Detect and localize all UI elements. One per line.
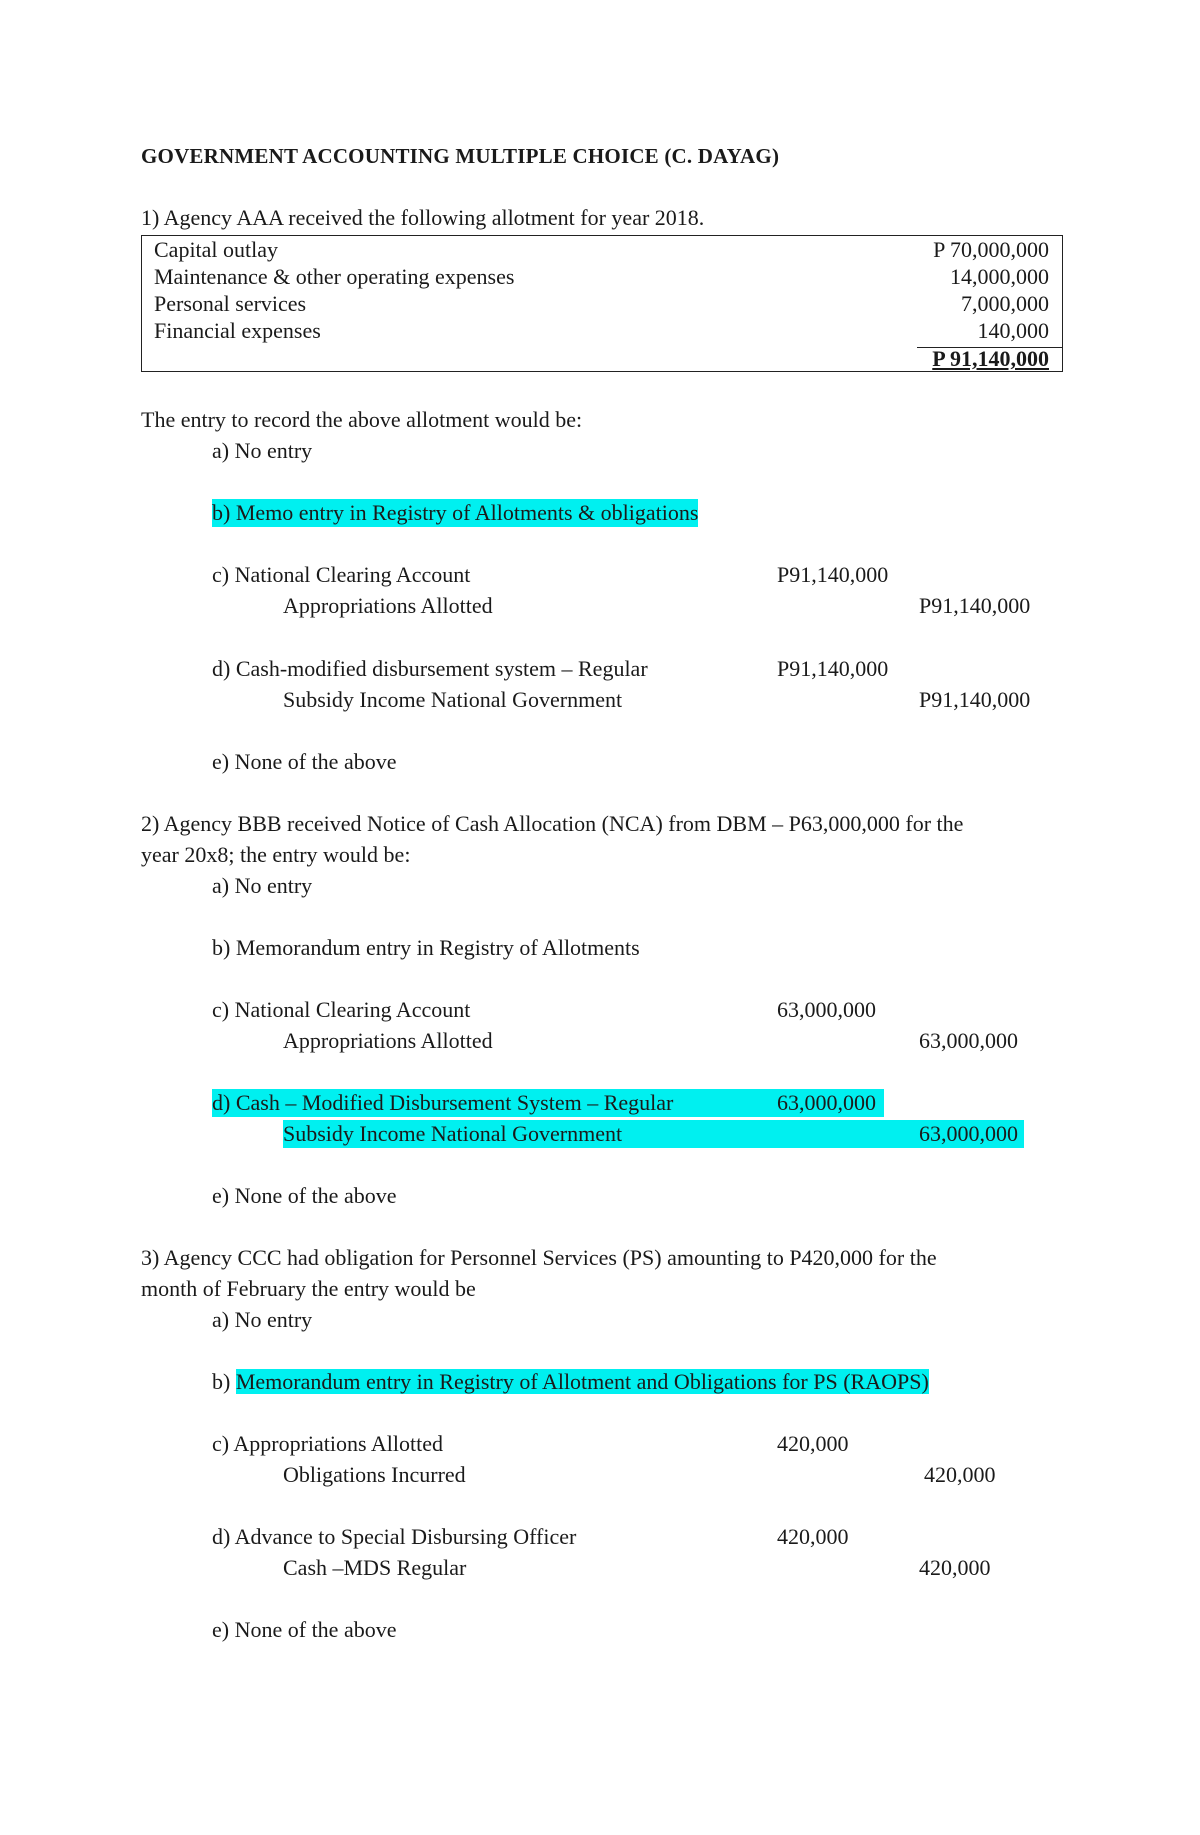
q1-option-b-answer: b) Memo entry in Registry of Allotments & obligations (212, 500, 699, 525)
q1-option-c-credit: Appropriations Allotted (283, 593, 493, 618)
q2-option-c-credit-amount: 63,000,000 (919, 1028, 1018, 1053)
q2-option-d-debit-label: d) Cash – Modified Disbursement System – Regular (212, 1090, 674, 1115)
table-row (142, 317, 1062, 344)
q3-option-c-credit: Obligations Incurred (283, 1462, 466, 1487)
q2-option-d-credit-answer (283, 1120, 1024, 1148)
table-row (142, 236, 1062, 263)
q3-option-b-answer: Memorandum entry in Registry of Allotment and Obligations for PS (RAOPS) (235, 1369, 929, 1394)
q2-option-d-debit-amount: 63,000,000 (777, 1090, 876, 1115)
q3-option-c-debit: c) Appropriations Allotted (212, 1431, 443, 1456)
q2-stem-line2: year 20x8; the entry would be: (141, 842, 411, 867)
q2-stem-line1: 2) Agency BBB received Notice of Cash Allocation (NCA) from DBM – P63,000,000 for the (141, 811, 964, 836)
row-label: Financial expenses (154, 318, 321, 343)
q3-stem-line2: month of February the entry would be (141, 1276, 476, 1301)
row-amount: P 70,000,000 (933, 237, 1049, 262)
q2-option-c-credit: Appropriations Allotted (283, 1028, 493, 1053)
q1-option-d-debit: d) Cash-modified disbursement system – Regular (212, 656, 648, 681)
row-amount: 14,000,000 (950, 264, 1049, 289)
q1-option-c-credit-amount: P91,140,000 (919, 593, 1031, 618)
q2-option-d-credit-amount: 63,000,000 (919, 1121, 1018, 1146)
q1-option-d-credit: Subsidy Income National Government (283, 687, 623, 712)
q2-option-d-debit-answer (212, 1089, 884, 1117)
row-label: Personal services (154, 291, 307, 316)
row-label: Maintenance & other operating expenses (154, 264, 515, 289)
q1-stem: 1) Agency AAA received the following allotment for year 2018. (141, 205, 705, 230)
document-title: GOVERNMENT ACCOUNTING MULTIPLE CHOICE (C. DAYAG) (141, 144, 780, 168)
q3-option-b-prefix: b) (212, 1369, 236, 1394)
q2-option-e: e) None of the above (212, 1183, 397, 1208)
q3-option-d-debit: d) Advance to Special Disbursing Officer (212, 1524, 577, 1549)
q3-option-d-debit-amount: 420,000 (777, 1524, 849, 1549)
q1-option-c-debit-amount: P91,140,000 (777, 562, 889, 587)
row-label: Capital outlay (154, 237, 279, 262)
row-amount: 140,000 (977, 318, 1049, 343)
allotment-table (141, 235, 1063, 372)
q1-option-c-debit: c) National Clearing Account (212, 562, 471, 587)
q1-option-a: a) No entry (212, 438, 313, 463)
table-row (142, 263, 1062, 290)
q3-stem-line1: 3) Agency CCC had obligation for Personnel Services (PS) amounting to P420,000 for the (141, 1245, 937, 1270)
q3-option-c-debit-amount: 420,000 (777, 1431, 849, 1456)
q2-option-d-credit-label: Subsidy Income National Government (283, 1121, 623, 1146)
q3-option-e: e) None of the above (212, 1617, 397, 1642)
q1-prompt: The entry to record the above allotment would be: (141, 407, 583, 432)
q1-option-d-credit-amount: P91,140,000 (919, 687, 1031, 712)
q1-option-e: e) None of the above (212, 749, 397, 774)
q3-option-a: a) No entry (212, 1307, 313, 1332)
q2-option-b: b) Memorandum entry in Registry of Allotments (212, 935, 640, 960)
q3-option-c-credit-amount: 420,000 (924, 1462, 996, 1487)
row-amount: 7,000,000 (961, 291, 1049, 316)
q3-option-d-credit: Cash –MDS Regular (283, 1555, 467, 1580)
q2-option-a: a) No entry (212, 873, 313, 898)
q3-option-b (212, 1368, 929, 1396)
q2-option-c-debit: c) National Clearing Account (212, 997, 471, 1022)
q2-option-c-debit-amount: 63,000,000 (777, 997, 876, 1022)
q3-option-d-credit-amount: 420,000 (919, 1555, 991, 1580)
table-row (142, 290, 1062, 317)
table-total: P 91,140,000 (932, 346, 1049, 371)
q1-option-d-debit-amount: P91,140,000 (777, 656, 889, 681)
